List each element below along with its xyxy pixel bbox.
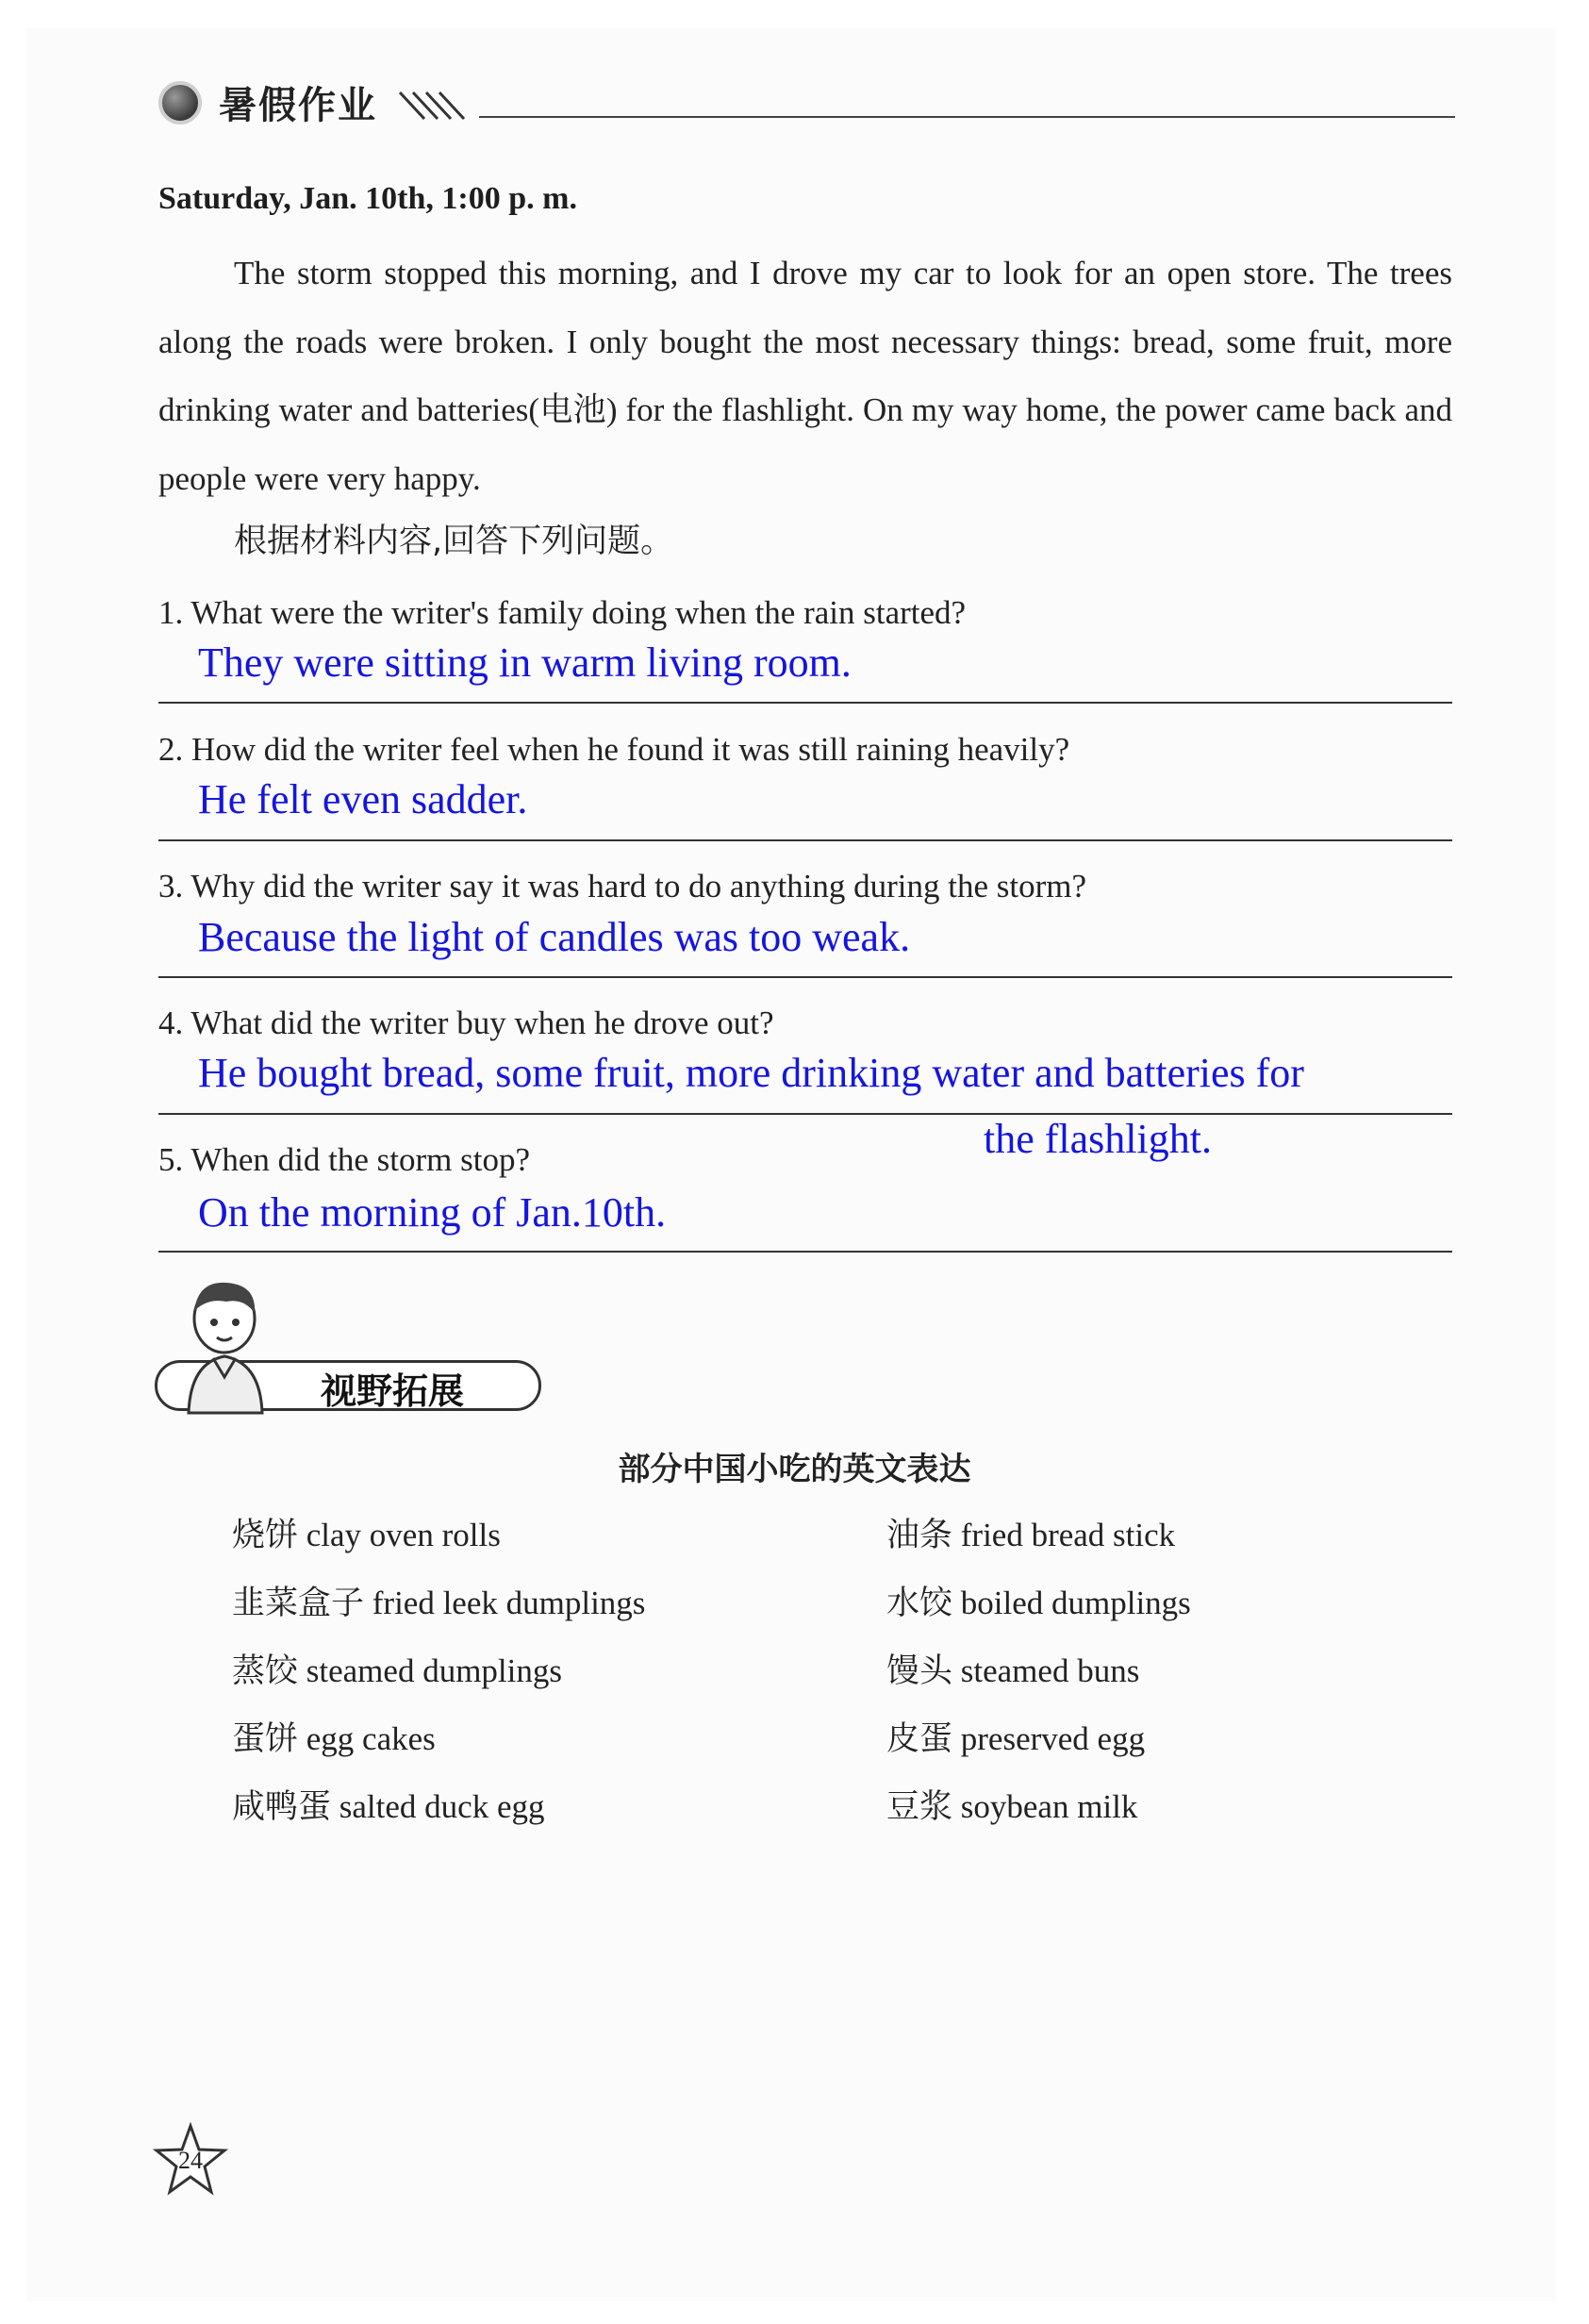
snack-english: fried bread stick bbox=[960, 1517, 1176, 1553]
header-bullet-icon bbox=[158, 81, 202, 124]
question-1: 1. What were the writer's family doing when the rain started? bbox=[158, 594, 967, 631]
snack-item bbox=[886, 1645, 1139, 1692]
snack-english: steamed dumplings bbox=[306, 1652, 562, 1689]
answer-line-3 bbox=[158, 976, 1452, 978]
snack-item bbox=[232, 1577, 645, 1624]
answer-3: Because the light of candles was too weak. bbox=[198, 914, 911, 960]
snack-english: boiled dumplings bbox=[960, 1585, 1191, 1621]
snack-english: salted duck egg bbox=[339, 1788, 545, 1825]
answer-5: On the morning of Jan.10th. bbox=[198, 1189, 667, 1236]
snack-english: clay oven rolls bbox=[306, 1517, 501, 1553]
snack-chinese: 蛋饼 bbox=[232, 1720, 299, 1758]
answer-4: He bought bread, some fruit, more drinking water and batteries for bbox=[198, 1050, 1304, 1096]
passage-heading: Saturday, Jan. 10th, 1:00 p. m. bbox=[158, 181, 577, 216]
section-banner bbox=[151, 1273, 547, 1415]
answer-line-4 bbox=[158, 1113, 1452, 1115]
snack-chinese: 皮蛋 bbox=[886, 1720, 953, 1758]
question-3: 3. Why did the writer say it was hard to do anything during the storm? bbox=[158, 868, 1087, 905]
page-header bbox=[158, 74, 1455, 140]
snack-english: preserved egg bbox=[960, 1720, 1146, 1757]
snack-english: fried leek dumplings bbox=[372, 1585, 646, 1621]
question-5: 5. When did the storm stop? bbox=[158, 1141, 531, 1178]
snack-english: egg cakes bbox=[306, 1720, 436, 1757]
snack-item bbox=[232, 1713, 436, 1760]
passage-paragraph: The storm stopped this morning, and I drove my car to look for an open store. The trees along the roads were broken. I only bought the most necessary things: bread, some fruit, more drinking water and batteries(电池) for the flashlight. On my way home, the power came back and people were very happy. bbox=[158, 255, 1452, 497]
slash-decoration-icon bbox=[396, 87, 472, 124]
header-title: 暑假作业 bbox=[219, 84, 377, 127]
snack-chinese: 水饺 bbox=[886, 1585, 953, 1622]
answer-1: They were sitting in warm living room. bbox=[198, 639, 852, 686]
snack-list-title: 部分中国小吃的英文表达 bbox=[618, 1451, 971, 1488]
page-number-badge bbox=[153, 2122, 228, 2198]
snack-english: soybean milk bbox=[960, 1788, 1138, 1825]
snack-item bbox=[886, 1509, 1175, 1556]
answer-line-5 bbox=[158, 1251, 1452, 1253]
answer-4-continuation: the flashlight. bbox=[984, 1116, 1212, 1162]
section-label: 视野拓展 bbox=[321, 1370, 465, 1412]
snack-item bbox=[232, 1645, 562, 1692]
instruction: 根据材料内容,回答下列问题。 bbox=[234, 523, 674, 560]
snack-english: steamed buns bbox=[960, 1652, 1140, 1689]
snack-chinese: 豆浆 bbox=[886, 1788, 953, 1826]
question-2: 2. How did the writer feel when he found it was still raining heavily? bbox=[158, 731, 1070, 768]
snack-chinese: 蒸饺 bbox=[232, 1652, 299, 1690]
snack-chinese: 馒头 bbox=[886, 1652, 953, 1690]
page-number: 24 bbox=[178, 2147, 203, 2174]
snack-chinese: 油条 bbox=[886, 1517, 953, 1554]
snack-item bbox=[886, 1781, 1137, 1828]
snack-item bbox=[232, 1509, 501, 1556]
snack-chinese: 烧饼 bbox=[232, 1517, 299, 1554]
snack-item bbox=[886, 1713, 1145, 1760]
answer-line-1 bbox=[158, 702, 1452, 704]
question-4: 4. What did the writer buy when he drove out? bbox=[158, 1004, 774, 1041]
snack-item bbox=[232, 1781, 544, 1828]
snack-chinese: 咸鸭蛋 bbox=[232, 1788, 332, 1826]
snack-item bbox=[886, 1577, 1191, 1624]
answer-line-2 bbox=[158, 839, 1452, 841]
answer-2: He felt even sadder. bbox=[198, 776, 528, 822]
header-rule bbox=[479, 116, 1455, 118]
boy-illustration-icon bbox=[170, 1273, 273, 1415]
snack-chinese: 韭菜盒子 bbox=[232, 1585, 365, 1622]
